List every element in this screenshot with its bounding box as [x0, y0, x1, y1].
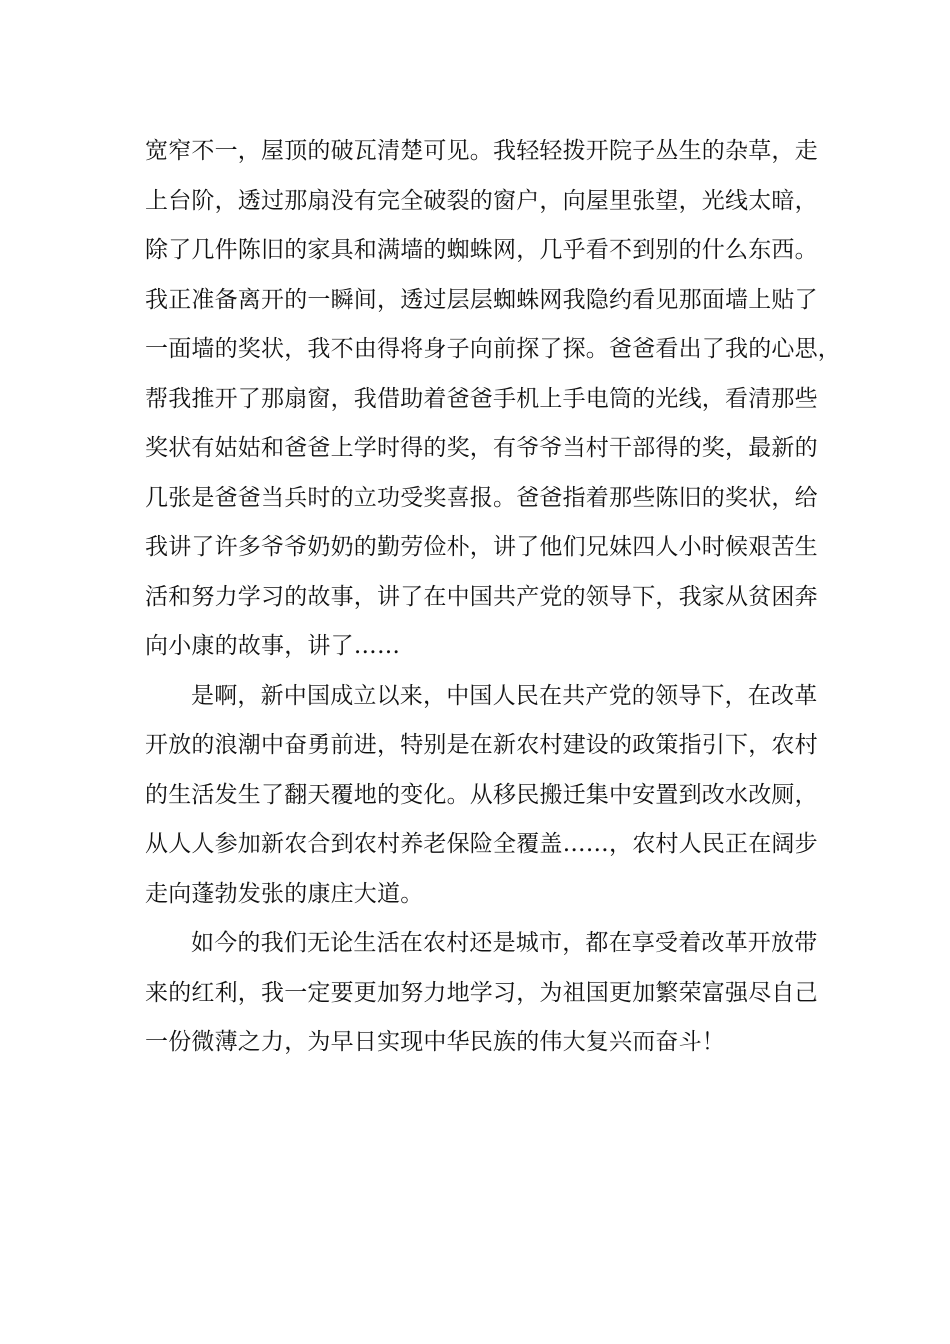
text-line: 帮我推开了那扇窗，我借助着爸爸手机上手电筒的光线，看清那些 [145, 385, 818, 412]
text-line: 向小康的故事，讲了…… [145, 633, 401, 659]
paragraph-start-line: 如今的我们无论生活在农村还是城市，都在享受着改革开放带 [191, 930, 818, 956]
text-line: 活和努力学习的故事，讲了在中国共产党的领导下，我家从贫困奔 [145, 583, 818, 610]
paragraph-start-line: 是啊，新中国成立以来，中国人民在共产党的领导下，在改革 [191, 682, 818, 709]
text-line: 开放的浪潮中奋勇前进，特别是在新农村建设的政策指引下，农村 [145, 732, 818, 758]
text-line: 我讲了许多爷爷奶奶的勤劳俭朴，讲了他们兄妹四人小时候艰苦生 [145, 534, 818, 560]
text-line: 除了几件陈旧的家具和满墙的蜘蛛网，几乎看不到别的什么东西。 [145, 237, 818, 263]
text-line: 走向蓬勃发张的康庄大道。 [145, 880, 424, 907]
body-text [145, 131, 845, 1072]
text-line: 的生活发生了翻天覆地的变化。从移民搬迁集中安置到改水改厕， [145, 781, 818, 808]
text-line: 奖状有姑姑和爸爸上学时得的奖，有爷爷当村干部得的奖，最新的 [145, 435, 818, 461]
text-line: 一面墙的奖状，我不由得将身子向前探了探。爸爸看出了我的心思， [145, 336, 841, 362]
text-line: 从人人参加新农合到农村养老保险全覆盖……，农村人民正在阔步 [145, 831, 818, 857]
text-line: 来的红利，我一定要更加努力地学习，为祖国更加繁荣富强尽自己 [145, 979, 818, 1006]
text-line: 我正准备离开的一瞬间，透过层层蜘蛛网我隐约看见那面墙上贴了 [145, 286, 818, 313]
text-line: 宽窄不一，屋顶的破瓦清楚可见。我轻轻拨开院子丛生的杂草，走 [145, 138, 818, 164]
text-line: 一份微薄之力，为早日实现中华民族的伟大复兴而奋斗！ [145, 1029, 725, 1055]
text-line: 几张是爸爸当兵时的立功受奖喜报。爸爸指着那些陈旧的奖状，给 [145, 484, 818, 511]
text-line: 上台阶，透过那扇没有完全破裂的窗户，向屋里张望，光线太暗， [145, 187, 818, 214]
